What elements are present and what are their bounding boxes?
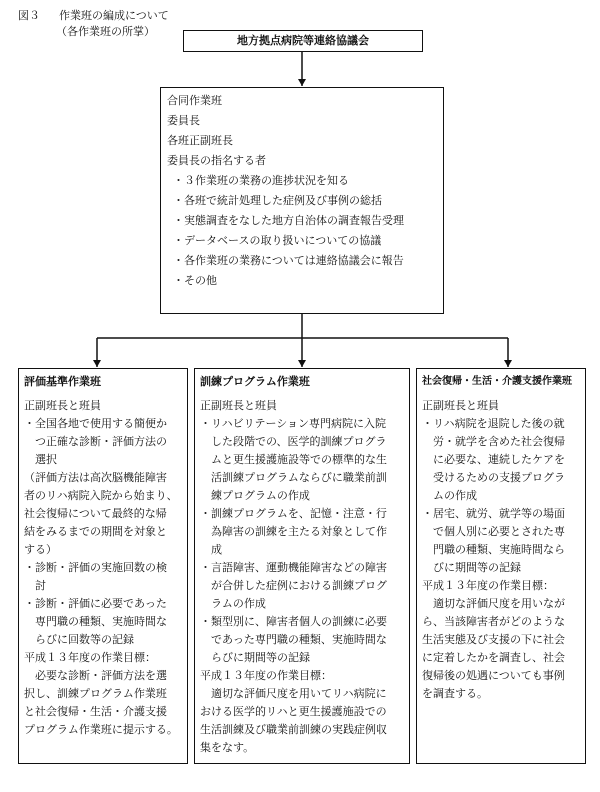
group-text-line: ・言語障害、運動機能障害などの障害	[200, 561, 387, 574]
group-text-line: に定着したかを調査し、社会	[422, 651, 565, 664]
group-text-line: と社会復帰・生活・介護支援	[24, 705, 167, 718]
group-text-line: らびに期間等の記録	[200, 651, 310, 664]
figure-label: 図３	[18, 9, 40, 22]
group-text-line: する）	[24, 543, 57, 556]
joint-duty: ・その他	[173, 274, 217, 287]
figure-title: 作業班の編成について	[59, 9, 169, 22]
joint-duty: ・各班で統計処理した症例及び事例の総括	[173, 194, 382, 207]
group-text-line: 成	[200, 543, 222, 556]
joint-duty: ・各作業班の業務については連絡協議会に報告	[173, 254, 404, 267]
group-text-line: プログラム作業班に提示する。	[24, 723, 178, 736]
figure-subtitle: （各作業班の所掌）	[56, 25, 155, 38]
group-text-line: を調査する。	[422, 687, 488, 700]
group-text-line: 者のリハ病院入院から始まり、	[24, 489, 178, 502]
joint-duty: ・実態調査をなした地方自治体の調査報告受理	[173, 214, 404, 227]
group-text-line: 平成１３年度の作業目標：	[200, 669, 332, 682]
group-text-line: （評価方法は高次脳機能障害	[24, 471, 167, 484]
joint-member: 各班正副班長	[167, 134, 233, 147]
group-box-evaluation	[18, 368, 188, 764]
group-text-line: ・診断・評価の実施回数の検	[24, 561, 167, 574]
group-lines	[24, 416, 182, 738]
group-text-line: 集をなす。	[200, 741, 255, 754]
group-members: 正副班長と班員	[24, 399, 101, 412]
joint-group-title: 合同作業班	[167, 94, 222, 107]
joint-member: 委員長	[167, 114, 200, 127]
top-box-title: 地方拠点病院等連絡協議会	[237, 34, 369, 47]
group-text-line: ら、当該障害者がどのような	[422, 615, 565, 628]
group-text-line: ・診断・評価に必要であった	[24, 597, 167, 610]
group-text-line: 活訓練プログラムならびに職業前訓	[200, 471, 387, 484]
joint-group-box	[160, 87, 444, 314]
group-text-line: おける医学的リハと更生援護施設での	[200, 705, 387, 718]
group-text-line: つ正確な診断・評価方法の	[24, 435, 167, 448]
group-text-line: びに期間等の記録	[422, 561, 521, 574]
group-text-line: ラムの作成	[200, 597, 266, 610]
group-title: 社会復帰・生活・介護支援作業班	[422, 376, 572, 387]
group-text-line: 門職の種類、実施時間なら	[422, 543, 565, 556]
group-text-line: 専門職の種類、実施時間な	[24, 615, 167, 628]
group-text-line: 社会復帰について最終的な帰	[24, 507, 167, 520]
group-text-line: 生活実態及び支援の下に社会	[422, 633, 565, 646]
joint-duty: ・３作業班の業務の進捗状況を知る	[173, 174, 349, 187]
group-text-line: 為障害の訓練を主たる対象として作	[200, 525, 387, 538]
group-text-line: らびに回数等の記録	[24, 633, 134, 646]
group-text-line: 平成１３年度の作業目標：	[24, 651, 156, 664]
group-members: 正副班長と班員	[422, 399, 499, 412]
group-text-line: した段階での、医学的訓練プログラ	[200, 435, 387, 448]
group-text-line: で個人別に必要とされた専	[422, 525, 565, 538]
joint-member: 委員長の指名する者	[167, 154, 266, 167]
group-text-line: 選択	[24, 453, 57, 466]
group-text-line: ・リハビリテーション専門病院に入院	[200, 417, 387, 430]
group-title: 評価基準作業班	[24, 375, 101, 388]
group-text-line: 生活訓練及び職業前訓練の実践症例収	[200, 723, 387, 736]
group-text-line: ムと更生援護施設等での標準的な生	[200, 453, 387, 466]
group-text-line: 労・就学を含めた社会復帰	[422, 435, 565, 448]
top-box	[183, 30, 423, 52]
group-text-line: が合併した症例における訓練プログ	[200, 579, 387, 592]
group-box-social	[416, 368, 586, 764]
joint-duty: ・データベースの取り扱いについての協議	[173, 234, 382, 247]
group-title: 訓練プログラム作業班	[200, 375, 310, 388]
group-text-line: ・全国各地で使用する簡便か	[24, 417, 167, 430]
group-text-line: ・居宅、就労、就学等の場面	[422, 507, 565, 520]
group-text-line: 適切な評価尺度を用いてリハ病院に	[200, 687, 387, 700]
group-text-line: に必要な、連続したケアを	[422, 453, 565, 466]
group-text-line: 練プログラムの作成	[200, 489, 310, 502]
group-text-line: ムの作成	[422, 489, 477, 502]
group-text-line: ・リハ病院を退院した後の就	[422, 417, 565, 430]
group-text-line: 必要な診断・評価方法を選	[24, 669, 167, 682]
group-text-line: ・類型別に、障害者個人の訓練に必要	[200, 615, 387, 628]
group-text-line: 受けるための支援プログラ	[422, 471, 565, 484]
group-text-line: 復帰後の処遇についても事例	[422, 669, 565, 682]
group-box-training	[194, 368, 410, 764]
group-text-line: ・訓練プログラムを、記憶・注意・行	[200, 507, 387, 520]
group-members: 正副班長と班員	[200, 399, 277, 412]
group-text-line: であった専門職の種類、実施時間な	[200, 633, 387, 646]
group-text-line: 討	[24, 579, 46, 592]
group-lines	[200, 416, 404, 756]
group-text-line: 択し、訓練プログラム作業班	[24, 687, 167, 700]
group-lines	[422, 416, 580, 702]
group-text-line: 平成１３年度の作業目標：	[422, 579, 554, 592]
group-text-line: 結をみるまでの期間を対象と	[24, 525, 167, 538]
group-text-line: 適切な評価尺度を用いなが	[422, 597, 565, 610]
